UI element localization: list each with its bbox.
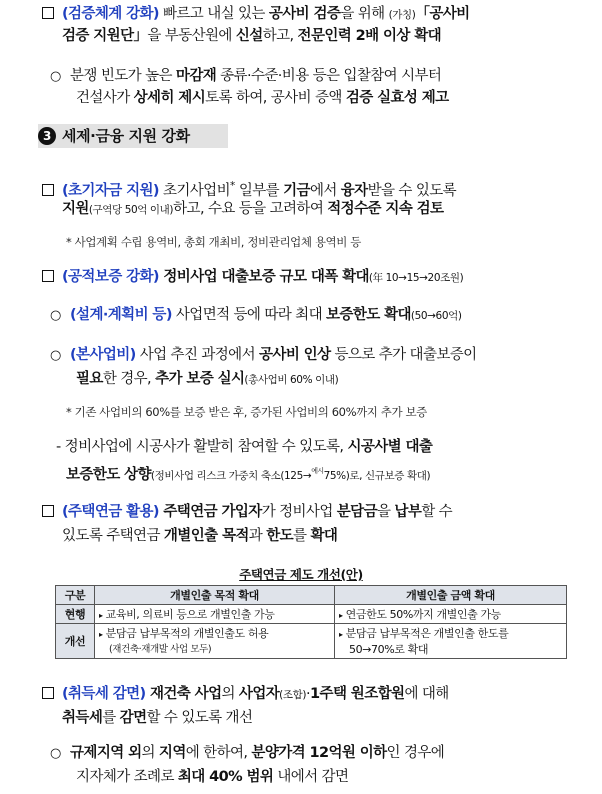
p10-line2 <box>76 767 348 787</box>
text-bold: 전문인력 2배 이상 확대 <box>297 28 442 44</box>
text-bold: 개별인출 목적 <box>163 528 249 544</box>
text: 있도록 주택연금 <box>62 528 164 544</box>
p7-line2 <box>66 461 430 486</box>
superscript-text: 예시 <box>311 467 324 475</box>
text-bold: 분담금 <box>336 504 377 520</box>
text-bold: 「공사비 <box>415 6 470 22</box>
text: 할 수 <box>421 504 453 520</box>
text: 의 <box>141 745 159 761</box>
text: 종류·수준·비용 등은 입찰참여 시부터 <box>216 68 442 84</box>
text: 등으로 추가 대출보증이 <box>330 347 477 363</box>
text-bold: 보증한도 상향 <box>66 466 151 483</box>
p1-tag: (검증체계 강화) <box>62 6 159 22</box>
text-small: (年 10→15→20조원) <box>368 272 464 284</box>
triangle-bullet-icon: ▸ <box>339 611 343 620</box>
text-bold: 보증한도 확대 <box>326 307 411 323</box>
bullet-circle-icon: ○ <box>50 746 61 761</box>
p9-line2 <box>62 708 252 728</box>
cell-text: 연금한도 50%까지 개별인출 가능 <box>345 608 501 621</box>
text: 의 <box>221 686 239 702</box>
text-bold: 추가 보증 실시 <box>155 371 245 387</box>
checkbox-square-icon <box>42 687 54 699</box>
table-row <box>56 605 567 624</box>
text-bold: 주택연금 가입자 <box>158 504 262 520</box>
row-label: 현행 <box>56 605 95 624</box>
text-small: (50→60억) <box>410 310 462 322</box>
text: 내에서 감면 <box>273 769 349 785</box>
p5-line1 <box>50 305 462 326</box>
section-heading <box>38 124 228 148</box>
checkbox-square-icon <box>42 184 54 196</box>
text: 받을 수 있도록 <box>367 182 457 199</box>
text: 을 부동산원에 <box>147 28 236 44</box>
text: 사업 추진 과정에서 <box>135 347 259 363</box>
text: 하고, <box>262 28 298 44</box>
text-bold: 1주택 원조합원 <box>310 686 405 702</box>
text-bold: 한도 <box>266 528 294 544</box>
text: 하고, 수요 등을 고려하여 <box>173 201 328 217</box>
table-header: 구분 <box>56 586 95 605</box>
text-small: (총사업비 60% 이내) <box>244 374 339 386</box>
text: 를 <box>293 528 311 544</box>
text: 한 경우, <box>102 371 156 387</box>
cell-text: 50→70%로 확대 <box>349 643 429 656</box>
text-bold: 마감재 <box>175 68 217 84</box>
text-bold: 취득세 <box>62 710 103 726</box>
text-bold: 공사비 인상 <box>259 347 331 363</box>
table-header: 개별인출 금액 확대 <box>335 586 567 605</box>
table-cell <box>335 624 567 659</box>
p8-line1 <box>42 502 452 522</box>
text-small: (구역당 50억 이내) <box>88 204 174 216</box>
p3-line1 <box>42 176 456 201</box>
text: 정비사업에 시공사가 활발히 참여할 수 있도록, <box>64 439 348 455</box>
text-small: (정비사업 리스크 가중치 축소(125→ <box>150 469 312 482</box>
text-bold: 융자 <box>340 182 368 199</box>
p1-line2 <box>62 26 441 46</box>
text: · <box>306 686 311 702</box>
text: 분쟁 빈도가 높은 <box>70 68 176 84</box>
text-bold: 사업자 <box>238 686 280 702</box>
text: 할 수 있도록 개선 <box>146 710 253 726</box>
text: 빠르고 내실 있는 <box>158 6 269 22</box>
text: 일부를 <box>234 182 284 199</box>
text-bold: 분양가격 12억원 이하 <box>251 745 387 761</box>
p9-tag: (취득세 감면) <box>62 686 146 702</box>
cell-text: 분담금 납부목적은 개별인출 한도를 <box>345 627 509 640</box>
bullet-circle-icon: ○ <box>50 69 61 84</box>
p5-tag: (설계·계획비 등) <box>70 307 172 323</box>
p4-tag: (공적보증 강화) <box>62 269 159 285</box>
table-title <box>0 565 602 583</box>
table-header: 개별인출 목적 확대 <box>95 586 335 605</box>
table-cell <box>95 624 335 659</box>
p3-tag: (초기자금 지원) <box>62 182 159 199</box>
text: 사업면적 등에 따라 최대 <box>171 307 326 323</box>
p6-line2 <box>76 369 338 390</box>
row-label: 개선 <box>56 624 95 659</box>
text-bold: 정비사업 대출보증 규모 대폭 확대 <box>158 269 369 285</box>
text-bold: 확대 <box>310 528 338 544</box>
p9-line1 <box>42 684 449 705</box>
p6-line1 <box>50 345 477 366</box>
p3-line2 <box>62 199 443 220</box>
bullet-circle-icon: ○ <box>50 308 61 323</box>
checkbox-square-icon <box>42 7 54 19</box>
text: 을 위해 <box>340 6 389 22</box>
text: 를 <box>102 710 120 726</box>
text: 에 한하여, <box>185 745 252 761</box>
text-small: (가칭) <box>388 9 416 21</box>
text-bold: 기금 <box>283 182 310 199</box>
triangle-bullet-icon: ▸ <box>339 630 343 639</box>
text: 에 대해 <box>404 686 449 702</box>
text-bold: 검증 실효성 제고 <box>345 90 449 106</box>
checkbox-square-icon <box>42 270 54 282</box>
p1-line1 <box>42 4 470 25</box>
text-bold: 적정수준 지속 검토 <box>327 201 444 217</box>
cell-text: 분담금 납부목적의 개별인출도 허용 <box>105 627 269 640</box>
text-bold: 신설 <box>235 28 263 44</box>
text: 인 경우에 <box>386 745 445 761</box>
dash-marker: - <box>56 439 61 455</box>
text-bold: 재건축 사업 <box>145 686 222 702</box>
section-title: 세제·금융 지원 강화 <box>62 127 190 145</box>
text-bold: 검증 지원단」 <box>62 28 148 44</box>
p8-line2 <box>62 526 337 546</box>
table-header-row <box>56 586 567 605</box>
table-cell <box>95 605 335 624</box>
table-title-text: 주택연금 제도 개선(안) <box>239 567 363 582</box>
triangle-bullet-icon: ▸ <box>99 611 103 620</box>
triangle-bullet-icon: ▸ <box>99 630 103 639</box>
p6-note: * 기존 사업비의 60%를 보증 받은 후, 증가된 사업비의 60%까지 추가 보증 <box>66 405 427 419</box>
p3-note: * 사업계획 수립 용역비, 총회 개최비, 정비관리업체 용역비 등 <box>66 235 361 249</box>
text: 에서 <box>309 182 341 199</box>
text: 과 <box>248 528 267 544</box>
text-small: (조합) <box>279 689 307 701</box>
checkbox-square-icon <box>42 505 54 517</box>
text-bold: 최대 40% 범위 <box>177 769 274 785</box>
cell-subtext: (재건축·재개발 사업 모두) <box>109 644 212 655</box>
p6-tag: (본사업비) <box>70 347 136 363</box>
text-small: 75%)로, 신규보증 확대) <box>323 469 431 482</box>
text: 가 정비사업 <box>261 504 337 520</box>
p7-line1 <box>56 437 432 457</box>
text-bold: 상세히 제시 <box>133 90 206 106</box>
footnote-mark: * <box>230 180 235 192</box>
table-cell <box>335 605 567 624</box>
text-bold: 지원 <box>62 201 89 217</box>
text-bold: 시공사별 대출 <box>347 439 433 455</box>
text-bold: 지역 <box>158 745 186 761</box>
text-bold: 납부 <box>394 504 422 520</box>
bullet-circle-icon: ○ <box>50 348 61 363</box>
text: 건설사가 <box>76 90 134 106</box>
p4-line1 <box>42 267 463 288</box>
pension-improvement-table <box>55 585 567 659</box>
text: 초기사업비 <box>158 182 230 199</box>
cell-text: 교육비, 의료비 등으로 개별인출 가능 <box>105 608 275 621</box>
table-row <box>56 624 567 659</box>
text-bold: 감면 <box>119 710 147 726</box>
text: 토록 하여, 공사비 증액 <box>205 90 346 106</box>
text-bold: 공사비 검증 <box>268 6 341 22</box>
text: 지자체가 조례로 <box>76 769 178 785</box>
text-bold: 필요 <box>76 371 103 387</box>
p2-line2 <box>76 88 449 108</box>
section-number-badge: 3 <box>38 127 56 145</box>
p10-line1 <box>50 743 444 764</box>
text-bold: 규제지역 외 <box>70 745 142 761</box>
text: 을 <box>377 504 395 520</box>
p2-line1 <box>50 66 441 87</box>
p8-tag: (주택연금 활용) <box>62 504 159 520</box>
